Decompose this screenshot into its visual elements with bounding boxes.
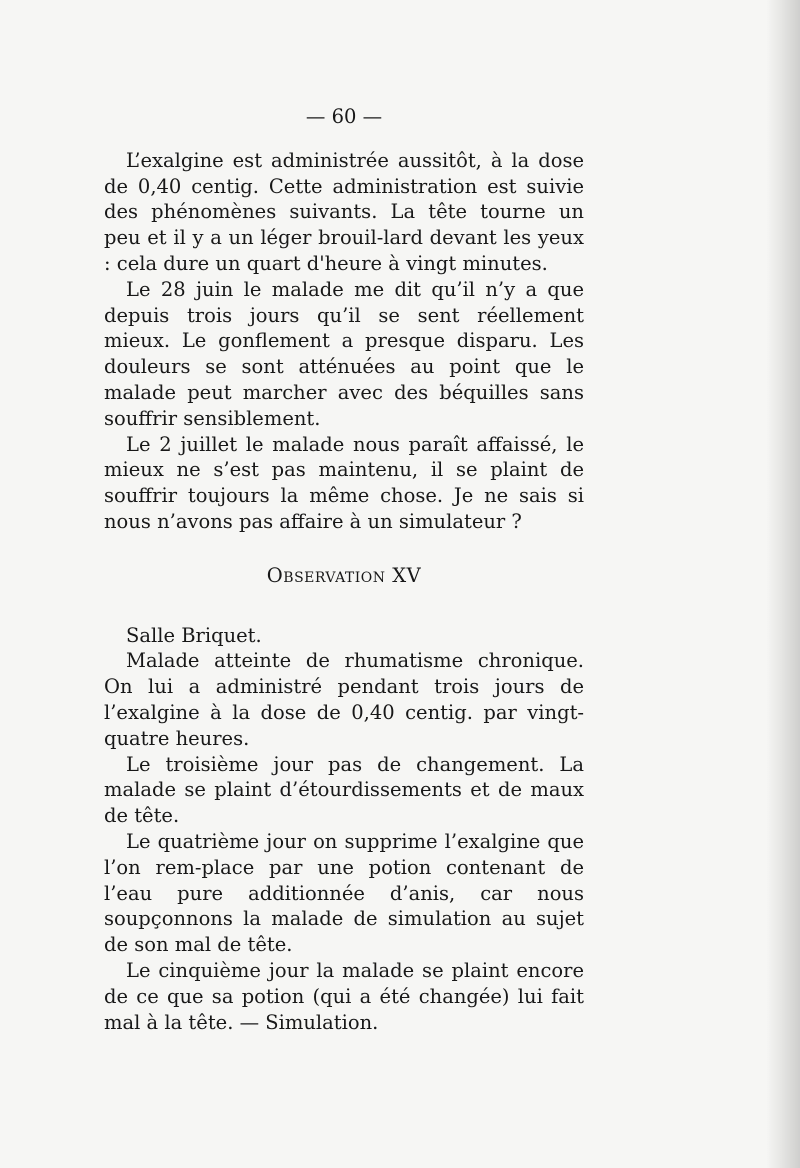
paragraph: Le 2 juillet le malade nous paraît affaissé, le mieux ne s’est pas maintenu, il se plaint de souffrir toujours la même chose. Je ne sais si nous n’avons pas affaire à un simulateur ? bbox=[104, 432, 584, 533]
paragraph: Malade atteinte de rhumatisme chronique. On lui a administré pendant trois jours de l’exalgine à la dose de 0,40 centig. par vingt-quatre heures. bbox=[104, 649, 584, 750]
text-block bbox=[104, 100, 584, 1035]
paragraph: Le troisième jour pas de changement. La malade se plaint d’étourdissements et de maux de tête. bbox=[104, 752, 584, 828]
paragraph: L’exalgine est administrée aussitôt, à la dose de 0,40 centig. Cette administration est suivie des phénomènes suivants. La tête tourne un peu et il y a un léger brouil-lard devant les yeux : cela dure un quart d'heure à vingt minutes. bbox=[104, 148, 584, 275]
page-number: — 60 — bbox=[305, 105, 383, 128]
paragraph: Le 28 juin le malade me dit qu’il n’y a que depuis trois jours qu’il se sent réellement mieux. Le gonflement a presque disparu. Les douleurs se sont atténuées au point que le malade peut marcher avec des béquilles sans souffrir sensiblement. bbox=[104, 277, 584, 430]
page-edge-shadow bbox=[766, 0, 800, 1168]
paragraph: Le cinquième jour la malade se plaint encore de ce que sa potion (qui a été changée) lui fait mal à la tête. — Simulation. bbox=[104, 958, 584, 1034]
paragraph: Salle Briquet. bbox=[126, 623, 262, 647]
paragraph: Le quatrième jour on supprime l’exalgine que l’on rem-place par une potion contenant de l’eau pure additionnée d’anis, car nous soupçonnons la malade de simulation au sujet de son mal de tête. bbox=[104, 829, 584, 957]
heading-word: Observation bbox=[266, 563, 386, 587]
section-heading bbox=[104, 563, 584, 589]
heading-numeral: XV bbox=[392, 563, 422, 587]
